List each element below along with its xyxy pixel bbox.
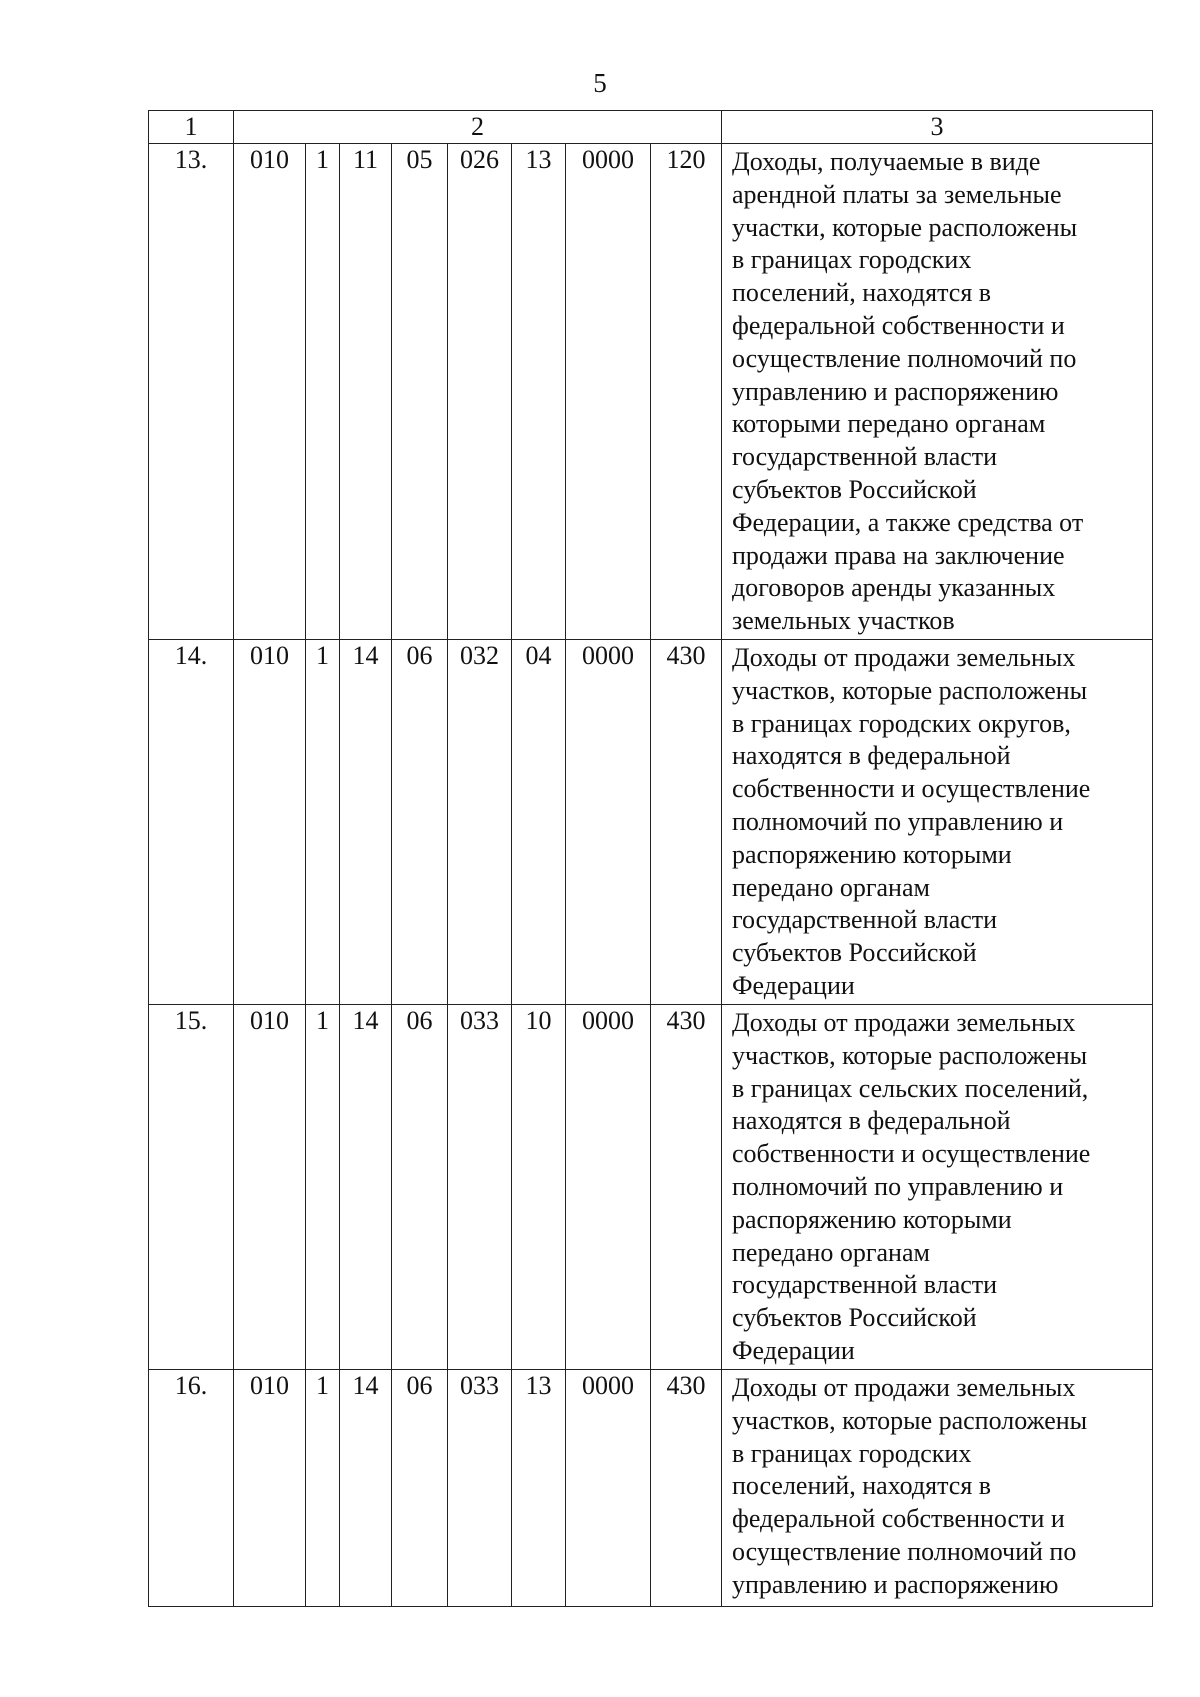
description-line: управлению и распоряжению	[732, 1569, 1059, 1599]
row-number: 15.	[149, 1005, 234, 1370]
description-line: полномочий по управлению и	[732, 806, 1064, 836]
code-subgroup: 14	[340, 1005, 392, 1370]
description-line: собственности и осуществление	[732, 774, 1091, 804]
description-line: участков, которые расположены	[732, 1405, 1088, 1435]
column-header-3: 3	[722, 111, 1153, 144]
code-classification: 120	[651, 144, 722, 640]
description-line: находятся в федеральной	[732, 741, 1011, 771]
code-article: 06	[392, 640, 448, 1005]
code-element: 10	[512, 1005, 566, 1370]
description-line: в границах городских	[732, 245, 972, 275]
code-admin: 010	[234, 144, 306, 640]
description-line: государственной власти	[732, 905, 998, 935]
description-line: в границах сельских поселений,	[732, 1073, 1089, 1103]
row-description	[722, 640, 1153, 1005]
code-group: 1	[306, 640, 340, 1005]
description-line: осуществление полномочий по	[732, 1536, 1077, 1566]
description-line: в границах городских	[732, 1438, 972, 1468]
description-line: Доходы от продажи земельных	[732, 643, 1076, 672]
code-subarticle: 033	[448, 1005, 512, 1370]
description-line: арендной платы за земельные	[732, 179, 1062, 209]
description-line: участков, которые расположены	[732, 675, 1088, 705]
description-line: субъектов Российской	[732, 1303, 977, 1333]
revenue-codes-table	[148, 110, 1153, 1607]
column-header-2: 2	[234, 111, 722, 144]
description-line: договоров аренды указанных	[732, 573, 1056, 603]
description-line: поселений, находятся в	[732, 278, 992, 308]
row-description	[722, 1370, 1153, 1607]
code-classification: 430	[651, 1005, 722, 1370]
code-subgroup: 14	[340, 1370, 392, 1607]
code-subarticle: 026	[448, 144, 512, 640]
code-subarticle: 033	[448, 1370, 512, 1607]
description-line: государственной власти	[732, 1270, 998, 1300]
row-number: 16.	[149, 1370, 234, 1607]
description-line: субъектов Российской	[732, 938, 977, 968]
code-classification: 430	[651, 1370, 722, 1607]
table-row	[149, 1370, 1153, 1607]
code-admin: 010	[234, 1005, 306, 1370]
description-line: федеральной собственности и	[732, 1504, 1065, 1534]
code-subgroup: 11	[340, 144, 392, 640]
code-article: 06	[392, 1005, 448, 1370]
code-program: 0000	[566, 640, 651, 1005]
description-line: Доходы от продажи земельных	[732, 1373, 1076, 1402]
description-line: которыми передано органам	[732, 409, 1046, 439]
code-element: 13	[512, 144, 566, 640]
table-row	[149, 144, 1153, 640]
description-line: находятся в федеральной	[732, 1106, 1011, 1136]
code-element: 04	[512, 640, 566, 1005]
column-header-1: 1	[149, 111, 234, 144]
code-classification: 430	[651, 640, 722, 1005]
code-group: 1	[306, 1370, 340, 1607]
description-line: продажи права на заключение	[732, 540, 1065, 570]
code-article: 05	[392, 144, 448, 640]
code-program: 0000	[566, 1370, 651, 1607]
code-group: 1	[306, 1005, 340, 1370]
code-subgroup: 14	[340, 640, 392, 1005]
description-line: федеральной собственности и	[732, 310, 1065, 340]
code-group: 1	[306, 144, 340, 640]
description-line: осуществление полномочий по	[732, 343, 1077, 373]
description-line: участки, которые расположены	[732, 212, 1078, 242]
description-line: поселений, находятся в	[732, 1471, 992, 1501]
row-description	[722, 144, 1153, 640]
page-number: 5	[593, 68, 607, 98]
row-description	[722, 1005, 1153, 1370]
code-admin: 010	[234, 640, 306, 1005]
description-line: участков, которые расположены	[732, 1040, 1088, 1070]
table-row	[149, 1005, 1153, 1370]
table-header-row	[149, 111, 1153, 144]
code-admin: 010	[234, 1370, 306, 1607]
description-line: Доходы, получаемые в виде	[732, 147, 1041, 176]
description-line: в границах городских округов,	[732, 708, 1071, 738]
code-program: 0000	[566, 144, 651, 640]
description-line: земельных участков	[732, 606, 955, 636]
row-number: 14.	[149, 640, 234, 1005]
description-line: полномочий по управлению и	[732, 1171, 1064, 1201]
description-line: Доходы от продажи земельных	[732, 1008, 1076, 1037]
description-line: государственной власти	[732, 442, 998, 472]
code-program: 0000	[566, 1005, 651, 1370]
description-line: управлению и распоряжению	[732, 376, 1059, 406]
table-row	[149, 640, 1153, 1005]
code-subarticle: 032	[448, 640, 512, 1005]
description-line: Федерации	[732, 970, 855, 1000]
description-line: распоряжению которыми	[732, 839, 1012, 869]
code-article: 06	[392, 1370, 448, 1607]
row-number: 13.	[149, 144, 234, 640]
description-line: передано органам	[732, 1237, 930, 1267]
code-element: 13	[512, 1370, 566, 1607]
description-line: субъектов Российской	[732, 474, 977, 504]
description-line: передано органам	[732, 872, 930, 902]
description-line: Федерации	[732, 1335, 855, 1365]
description-line: Федерации, а также средства от	[732, 507, 1084, 537]
description-line: распоряжению которыми	[732, 1204, 1012, 1234]
description-line: собственности и осуществление	[732, 1139, 1091, 1169]
